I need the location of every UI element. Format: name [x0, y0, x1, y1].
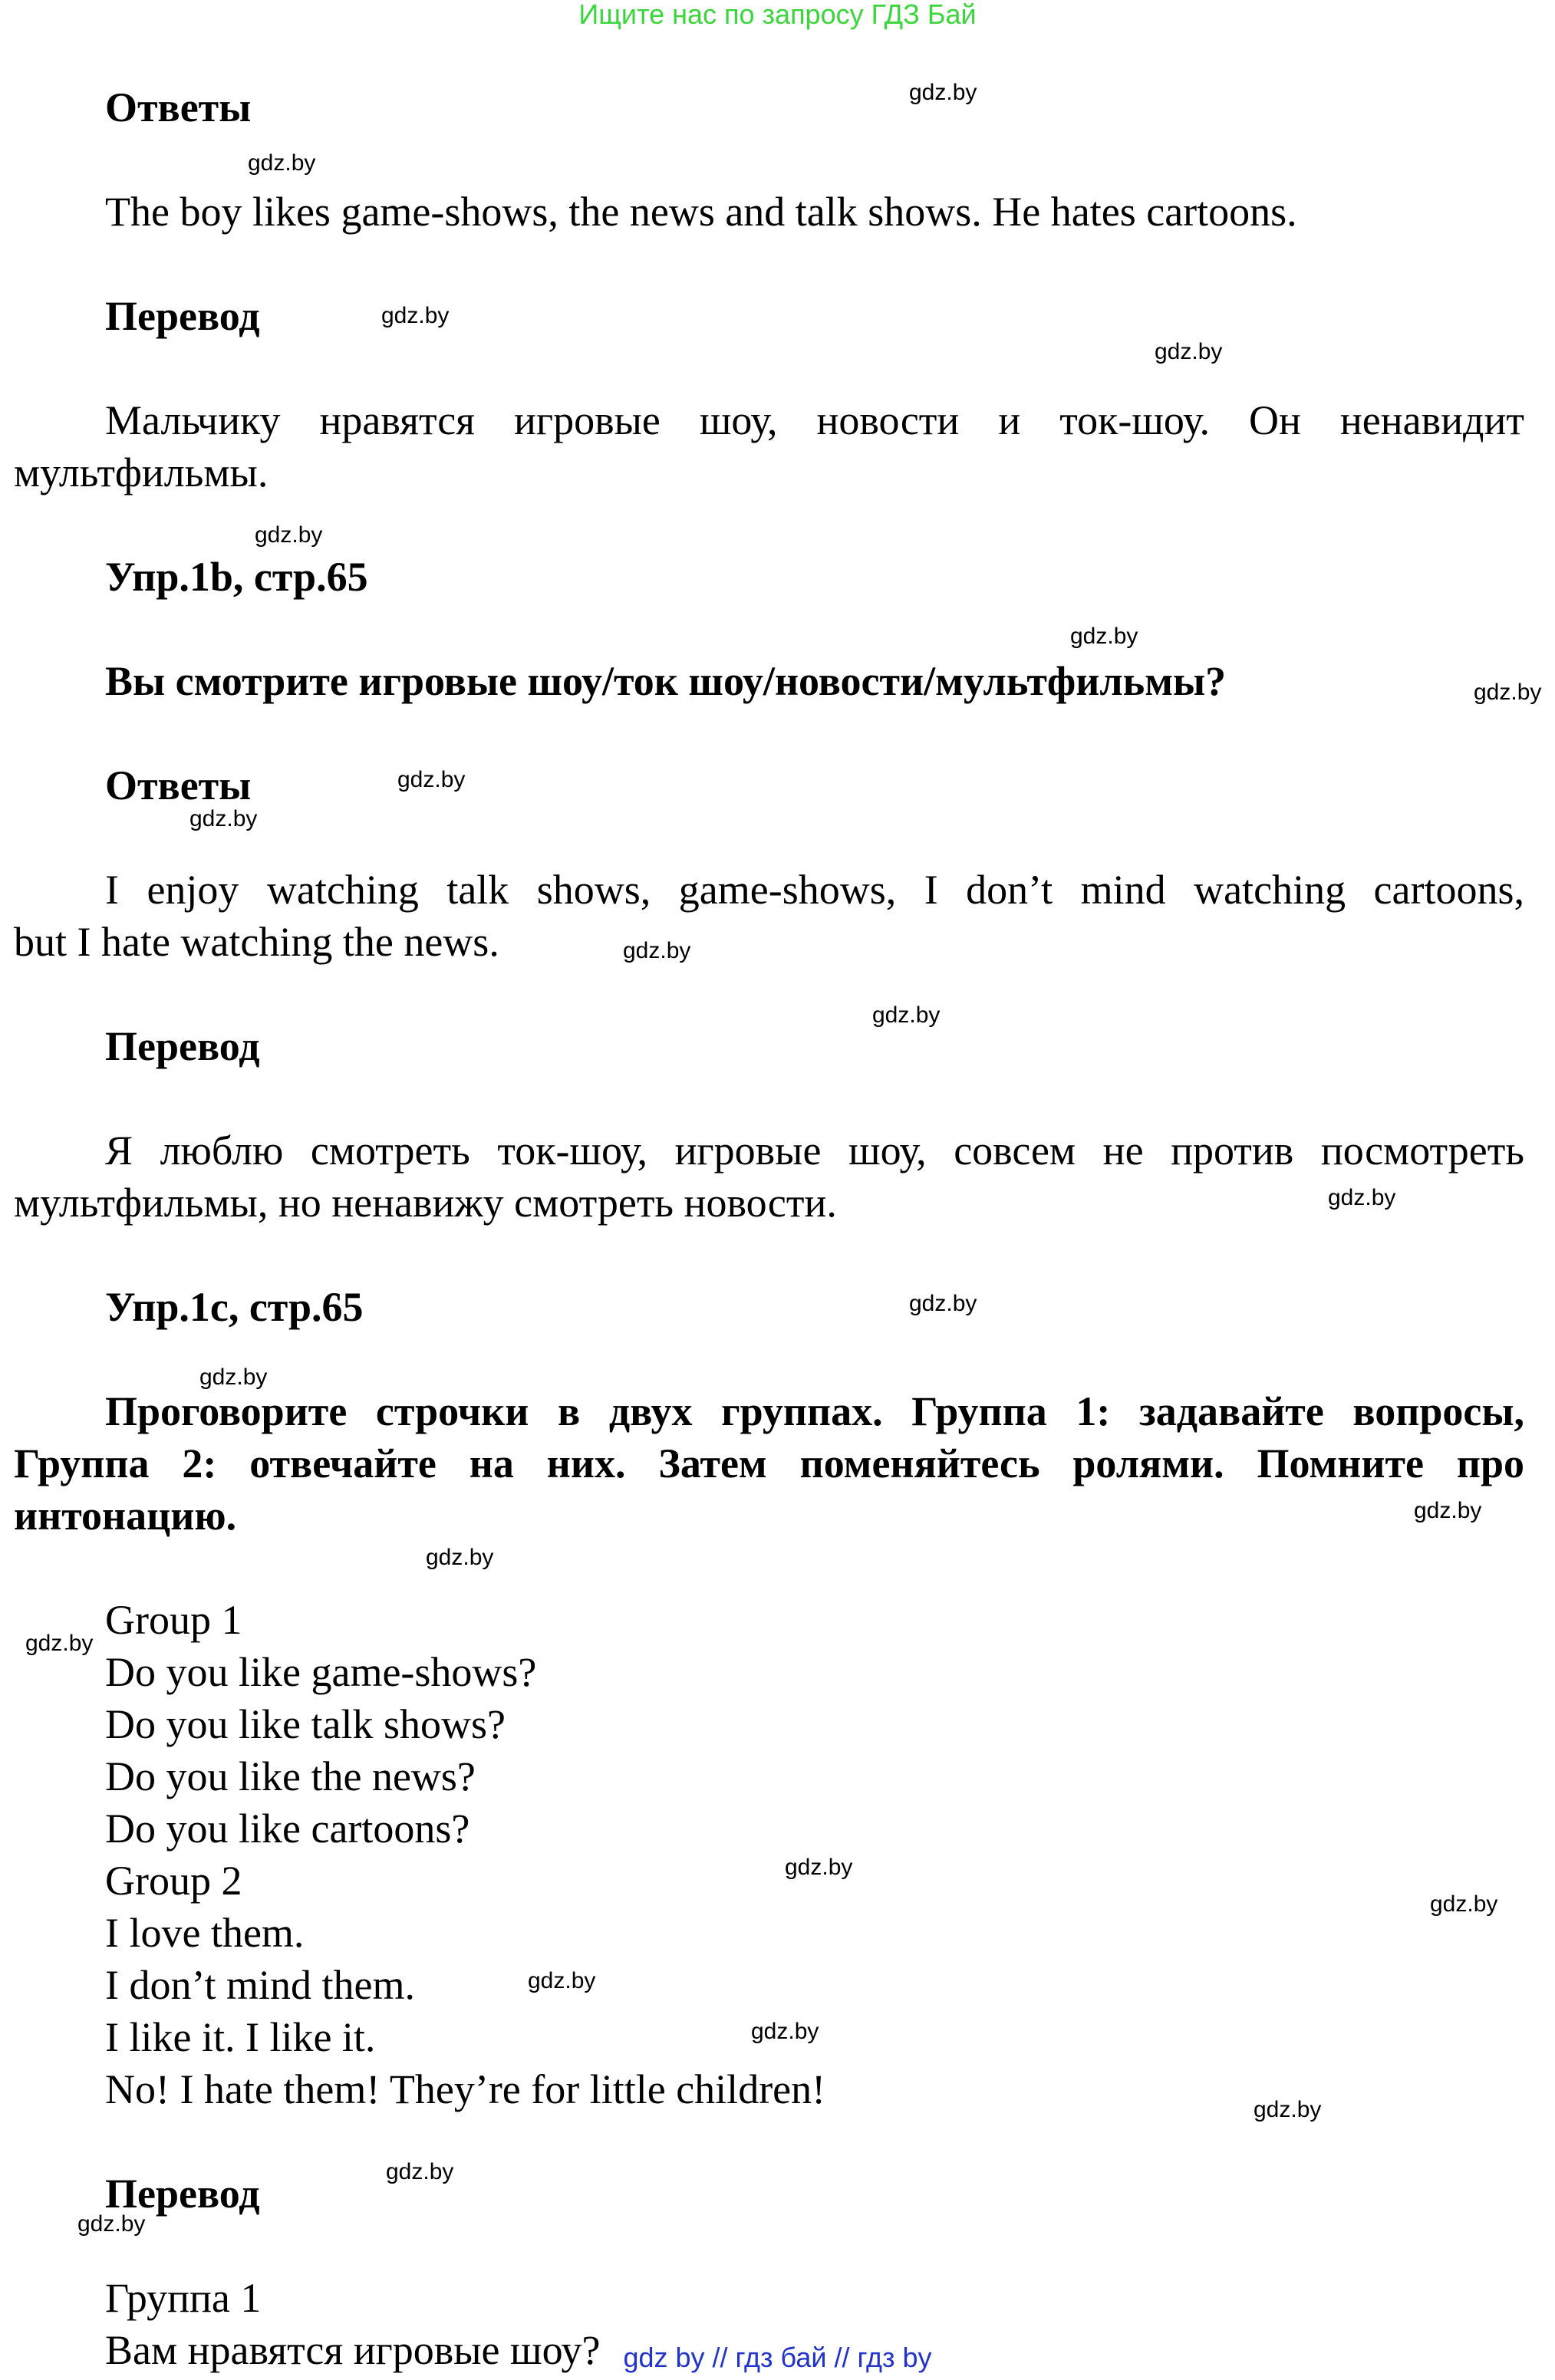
exercise-task: Группа 2: отвечайте на них. Затем поменяйтесь ролями. Помните про	[14, 1440, 1524, 1486]
dialogue-line: No! I hate them! They’re for little children!	[105, 2066, 826, 2112]
watermark: gdz.by	[386, 2159, 454, 2184]
watermark: gdz.by	[1430, 1891, 1498, 1917]
dialogue-line: Вам нравятся игровые шоу?	[105, 2327, 601, 2373]
answer-text: but I hate watching the news.	[14, 919, 499, 965]
translation-heading: Перевод	[105, 2171, 260, 2217]
translation-text: мультфильмы, но ненавижу смотреть новости.	[14, 1180, 837, 1226]
watermark: gdz.by	[1328, 1185, 1396, 1210]
answers-heading: Ответы	[105, 84, 252, 130]
watermark: gdz.by	[1474, 680, 1542, 705]
watermark: gdz.by	[909, 80, 977, 105]
watermark: gdz.by	[1254, 2097, 1322, 2122]
dialogue-line: I don’t mind them.	[105, 1962, 415, 2008]
exercise-heading: Упр.1c, стр.65	[105, 1284, 364, 1330]
watermark: gdz.by	[528, 1968, 596, 1993]
footer-links[interactable]: gdz by // гдз бай // гдз by	[623, 2342, 932, 2373]
watermark: gdz.by	[189, 806, 258, 831]
answer-text: The boy likes game-shows, the news and talk shows. He hates cartoons.	[105, 189, 1297, 235]
dialogue-line: Do you like game-shows?	[105, 1649, 537, 1695]
watermark: gdz.by	[909, 1291, 977, 1316]
watermark: gdz.by	[248, 150, 316, 176]
exercise-task: Проговорите строчки в двух группах. Группа 1: задавайте вопросы,	[105, 1388, 1524, 1434]
translation-heading: Перевод	[105, 1023, 260, 1069]
watermark: gdz.by	[872, 1002, 941, 1028]
top-banner[interactable]: Ищите нас по запросу ГДЗ Бай	[578, 0, 977, 30]
answers-heading: Ответы	[105, 762, 252, 808]
exercise-task: интонацию.	[14, 1493, 237, 1539]
watermark: gdz.by	[426, 1545, 494, 1570]
watermark: gdz.by	[785, 1855, 853, 1880]
dialogue-line: Do you like talk shows?	[105, 1701, 506, 1747]
translation-text: мультфильмы.	[14, 449, 269, 495]
translation-heading: Перевод	[105, 293, 260, 339]
translation-text: Мальчику нравятся игровые шоу, новости и ток-шоу. Он ненавидит	[105, 397, 1524, 443]
dialogue-line: Do you like cartoons?	[105, 1806, 470, 1852]
dialogue-line: Group 1	[105, 1597, 242, 1643]
dialogue-line: I like it. I like it.	[105, 2014, 376, 2060]
watermark: gdz.by	[381, 303, 450, 328]
dialogue-line: Group 2	[105, 1858, 242, 1904]
watermark: gdz.by	[1155, 339, 1223, 364]
watermark: gdz.by	[77, 2211, 146, 2237]
watermark: gdz.by	[25, 1631, 94, 1656]
watermark: gdz.by	[397, 767, 466, 792]
dialogue-line: Do you like the news?	[105, 1753, 476, 1799]
answer-text: I enjoy watching talk shows, game-shows, I don’t mind watching cartoons,	[105, 867, 1524, 913]
dialogue-line: I love them.	[105, 1910, 305, 1956]
dialogue-line: Группа 1	[105, 2275, 262, 2321]
watermark: gdz.by	[623, 938, 691, 963]
watermark: gdz.by	[1414, 1498, 1482, 1523]
watermark: gdz.by	[255, 522, 323, 548]
exercise-heading: Упр.1b, стр.65	[105, 554, 368, 600]
translation-text: Я люблю смотреть ток-шоу, игровые шоу, совсем не против посмотреть	[105, 1127, 1524, 1174]
watermark: gdz.by	[751, 2019, 819, 2044]
watermark: gdz.by	[199, 1364, 268, 1390]
watermark: gdz.by	[1070, 624, 1138, 649]
exercise-task: Вы смотрите игровые шоу/ток шоу/новости/мультфильмы?	[105, 658, 1227, 704]
